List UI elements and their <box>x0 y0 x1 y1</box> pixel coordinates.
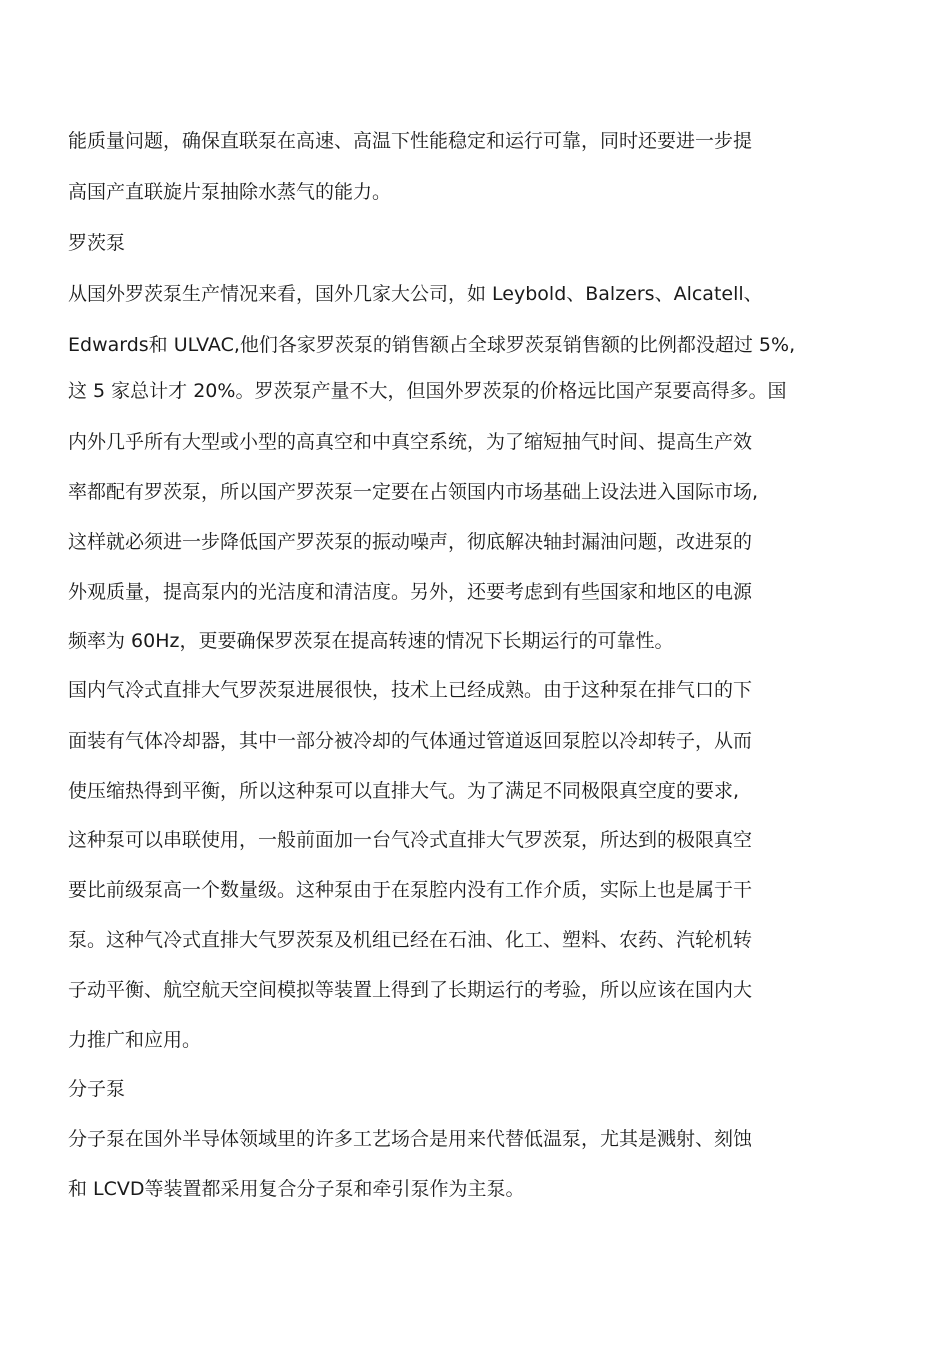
text-line: 频率为 60Hz，更要确保罗茨泵在提高转速的情况下长期运行的可靠性。 <box>68 630 674 652</box>
text-line: 力推广和应用。 <box>68 1029 202 1051</box>
text-line: 从国外罗茨泵生产情况来看，国外几家大公司，如 Leybold、Balzers、Alcatell、 <box>68 283 763 305</box>
section-heading: 分子泵 <box>68 1078 126 1100</box>
text-line: 内外几乎所有大型或小型的高真空和中真空系统，为了缩短抽气时间、提高生产效 <box>68 431 753 453</box>
text-line: Edwards和 ULVAC,他们各家罗茨泵的销售额占全球罗茨泵销售额的比例都没超过 5%, <box>68 334 796 356</box>
text-line: 国内气冷式直排大气罗茨泵进展很快，技术上已经成熟。由于这种泵在排气口的下 <box>68 679 753 701</box>
section-heading: 罗茨泵 <box>68 232 126 254</box>
text-line: 高国产直联旋片泵抽除水蒸气的能力。 <box>68 181 392 203</box>
text-line: 这 5 家总计才 20%。罗茨泵产量不大，但国外罗茨泵的价格远比国产泵要高得多。国 <box>68 380 787 402</box>
text-line: 率都配有罗茨泵，所以国产罗茨泵一定要在占领国内市场基础上设法进入国际市场, <box>68 481 759 503</box>
text-line: 子动平衡、航空航天空间模拟等装置上得到了长期运行的考验，所以应该在国内大 <box>68 979 753 1001</box>
text-line: 要比前级泵高一个数量级。这种泵由于在泵腔内没有工作介质，实际上也是属于干 <box>68 879 753 901</box>
text-line: 面装有气体冷却器，其中一部分被冷却的气体通过管道返回泵腔以冷却转子，从而 <box>68 730 753 752</box>
text-line: 这样就必须进一步降低国产罗茨泵的振动噪声，彻底解决轴封漏油问题，改进泵的 <box>68 531 753 553</box>
text-line: 外观质量，提高泵内的光洁度和清洁度。另外，还要考虑到有些国家和地区的电源 <box>68 581 753 603</box>
text-line: 这种泵可以串联使用，一般前面加一台气冷式直排大气罗茨泵，所达到的极限真空 <box>68 829 753 851</box>
text-line: 和 LCVD等装置都采用复合分子泵和牵引泵作为主泵。 <box>68 1178 525 1200</box>
text-line: 使压缩热得到平衡，所以这种泵可以直排大气。为了满足不同极限真空度的要求, <box>68 780 740 802</box>
text-line: 泵。这种气冷式直排大气罗茨泵及机组已经在石油、化工、塑料、农药、汽轮机转 <box>68 929 753 951</box>
text-line: 分子泵在国外半导体领域里的许多工艺场合是用来代替低温泵，尤其是溅射、刻蚀 <box>68 1128 753 1150</box>
text-line: 能质量问题，确保直联泵在高速、高温下性能稳定和运行可靠，同时还要进一步提 <box>68 130 753 152</box>
